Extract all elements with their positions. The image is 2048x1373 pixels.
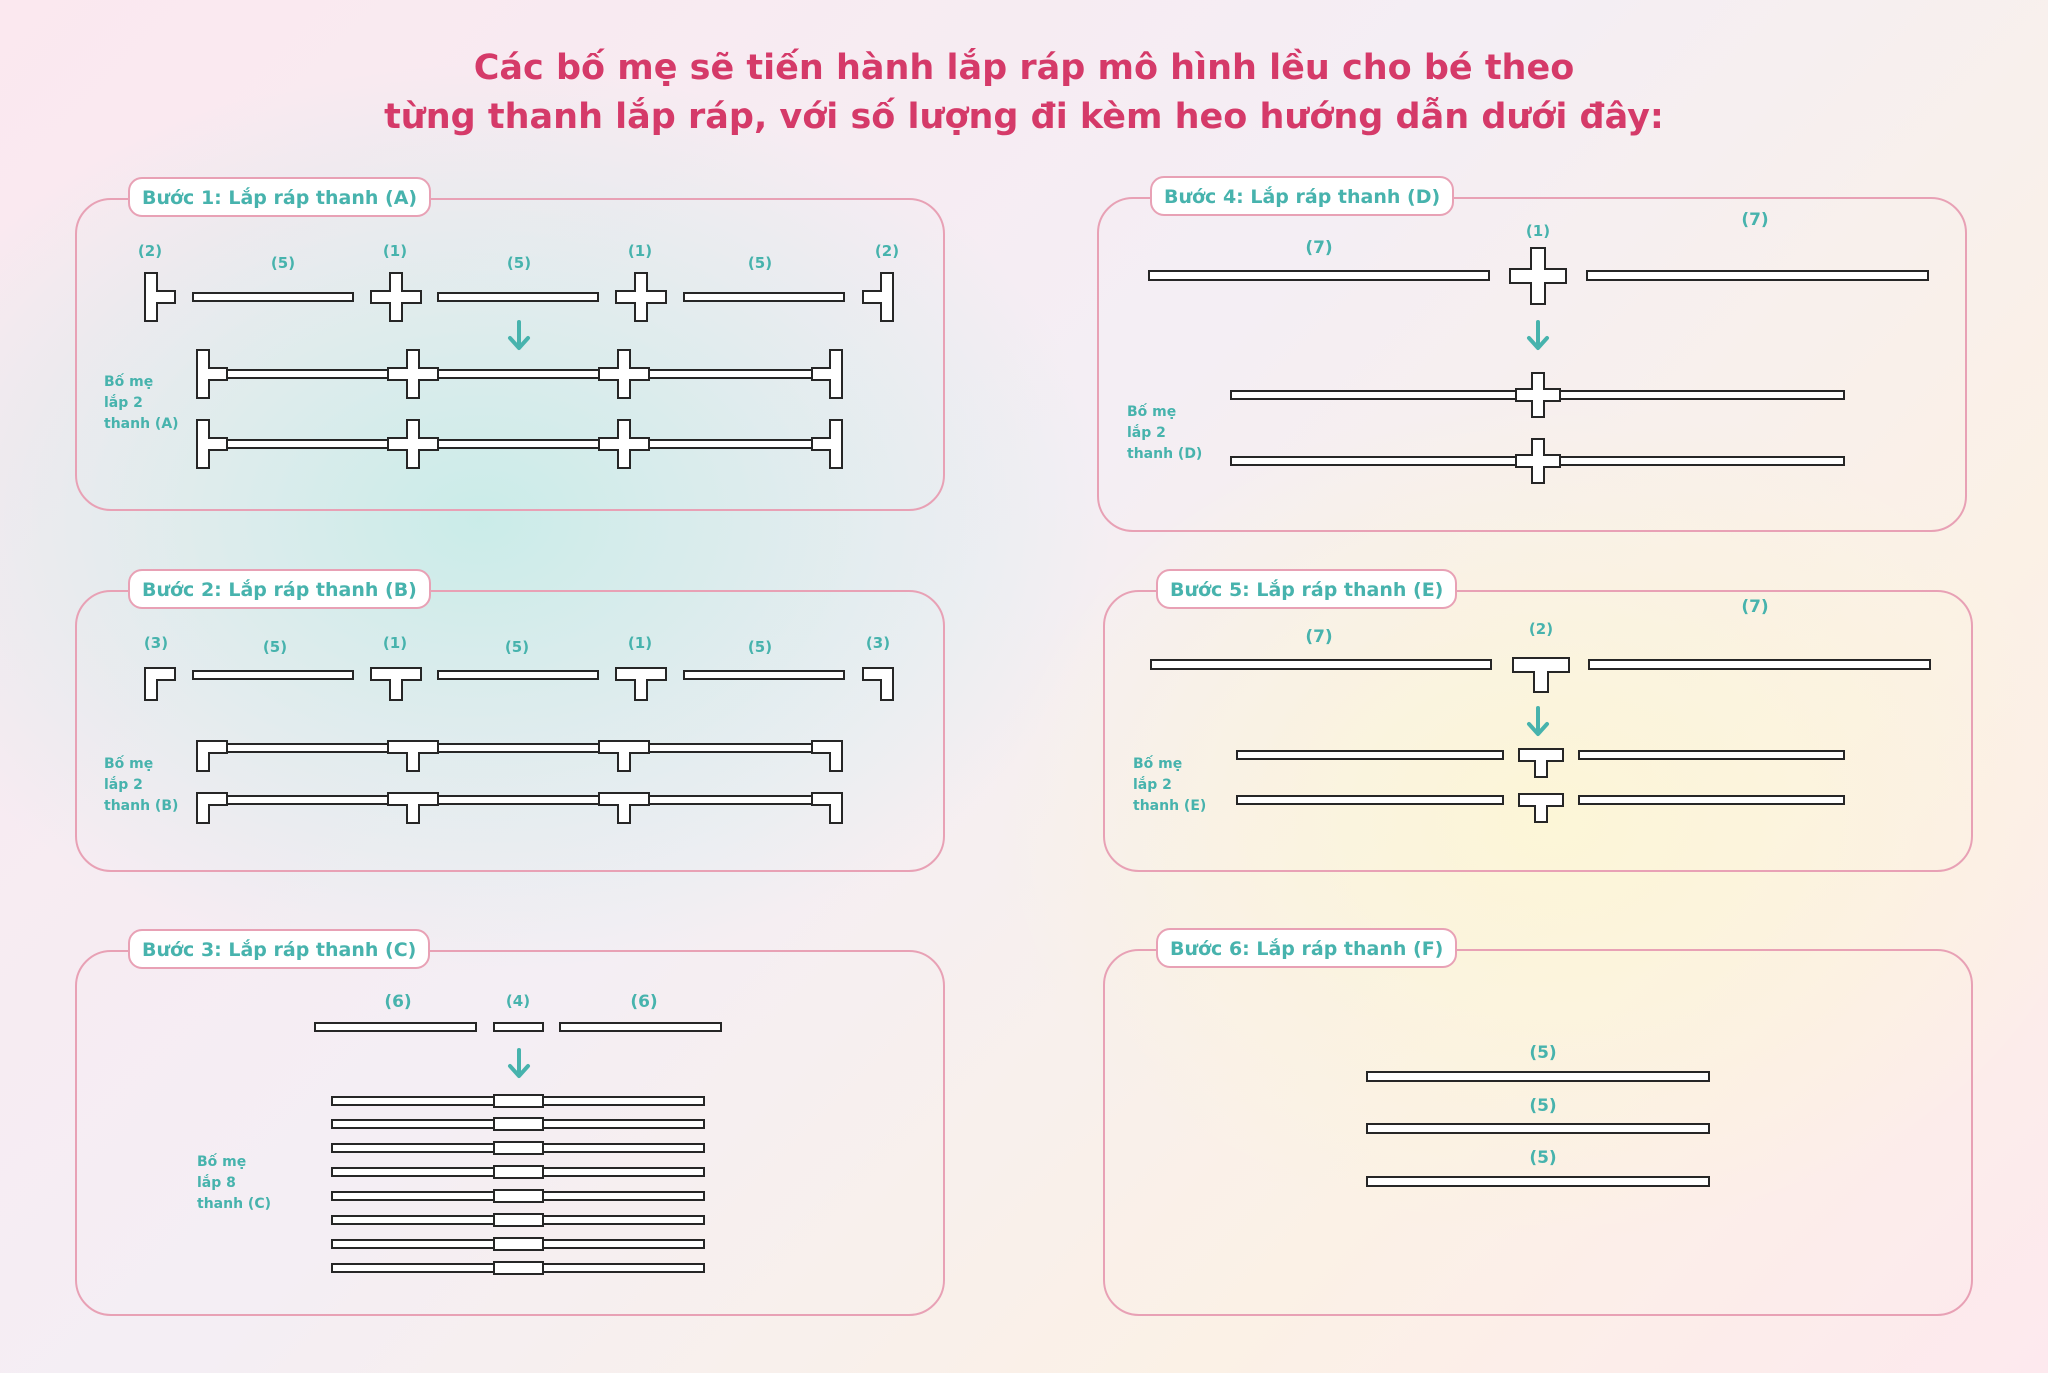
cross-connector-piece [598,349,650,399]
short-rod-piece [493,1022,544,1032]
part-label: (1) [627,242,653,260]
rod-piece [559,1022,722,1032]
part-label: (1) [1525,222,1551,240]
sleeve-piece [493,1237,544,1251]
part-label: (5) [1529,1148,1557,1168]
arrow-down-icon [1524,320,1552,352]
sleeve-piece [493,1213,544,1227]
rod-piece [192,292,354,302]
rod-piece [683,292,845,302]
cross-connector-piece [1515,438,1561,484]
rod-piece [1578,750,1845,760]
part-label: (1) [382,634,408,652]
t-connector-piece [196,419,228,469]
tee-connector-piece [387,740,439,772]
note-line: Bố mẹ [104,756,154,772]
tee-connector-piece [1512,657,1570,693]
cross-connector-piece [387,349,439,399]
elbow-connector-piece [144,667,176,701]
cross-connector-piece [615,272,667,322]
long-rod-piece [1148,270,1490,281]
step-5-note [1133,754,1243,817]
elbow-connector-piece [811,792,843,824]
step-4-title: Bước 4: Lắp ráp thanh (D) [1150,176,1454,216]
arrow-down-icon [505,1048,533,1080]
part-label: (6) [630,992,658,1012]
assembled-rod-a [216,439,832,449]
part-label: (5) [747,254,773,272]
part-label: (5) [270,254,296,272]
assembled-rod-b [216,743,832,753]
sleeve-piece [493,1261,544,1275]
note-line: Bố mẹ [1127,404,1177,420]
note-line: thanh (D) [1127,446,1203,462]
rod-piece-f [1366,1071,1710,1082]
part-label: (5) [747,638,773,656]
part-label: (5) [504,638,530,656]
note-line: lắp 2 [1127,425,1166,441]
t-connector-piece [811,349,843,399]
elbow-connector-piece [862,667,894,701]
rod-piece [437,670,599,680]
rod-piece [1236,750,1504,760]
long-rod-piece [1588,659,1931,670]
tee-connector-piece [1518,748,1564,778]
t-connector-piece [144,272,176,322]
note-line: thanh (A) [104,416,179,432]
cross-connector-piece [387,419,439,469]
sleeve-piece [493,1165,544,1179]
tee-connector-piece [598,740,650,772]
note-line: Bố mẹ [197,1154,247,1170]
part-label: (3) [865,634,891,652]
note-line: thanh (C) [197,1196,271,1212]
part-label: (7) [1305,627,1333,647]
t-connector-piece [196,349,228,399]
arrow-down-icon [505,320,533,352]
tee-connector-piece [598,792,650,824]
note-line: Bố mẹ [1133,756,1183,772]
page-title-line-2: từng thanh lắp ráp, với số lượng đi kèm heo hướng dẫn dưới đây: [384,97,1664,137]
cross-connector-piece [598,419,650,469]
step-3-title: Bước 3: Lắp ráp thanh (C) [128,929,430,969]
note-line: lắp 2 [1133,777,1172,793]
part-label: (4) [505,992,531,1010]
note-line: Bố mẹ [104,374,154,390]
tee-connector-piece [615,667,667,701]
step-5-title: Bước 5: Lắp ráp thanh (E) [1156,569,1457,609]
part-label: (5) [1529,1096,1557,1116]
note-line: lắp 2 [104,777,143,793]
part-label: (7) [1305,238,1333,258]
tee-connector-piece [370,667,422,701]
part-label: (6) [384,992,412,1012]
part-label: (3) [143,634,169,652]
step-6-title: Bước 6: Lắp ráp thanh (F) [1156,928,1457,968]
part-label: (7) [1741,210,1769,230]
note-line: thanh (B) [104,798,179,814]
cross-connector-piece [1509,247,1567,305]
tee-connector-piece [387,792,439,824]
rod-piece [1578,795,1845,805]
assembled-rod-b [216,795,832,805]
long-rod-piece [1586,270,1929,281]
sleeve-piece [493,1189,544,1203]
rod-piece [683,670,845,680]
elbow-connector-piece [811,740,843,772]
page-title-line-1: Các bố mẹ sẽ tiến hành lắp ráp mô hình lều cho bé theo [473,48,1575,88]
step-3-note [197,1152,307,1215]
part-label: (2) [874,242,900,260]
step-2-panel [75,590,945,872]
part-label: (7) [1741,597,1769,617]
sleeve-piece [493,1141,544,1155]
note-line: thanh (E) [1133,798,1207,814]
sleeve-piece [493,1094,544,1108]
sleeve-piece [493,1117,544,1131]
part-label: (1) [382,242,408,260]
arrow-down-icon [1524,706,1552,738]
rod-piece [437,292,599,302]
step-1-title: Bước 1: Lắp ráp thanh (A) [128,177,431,217]
part-label: (1) [627,634,653,652]
note-line: lắp 2 [104,395,143,411]
tee-connector-piece [1518,793,1564,823]
part-label: (2) [137,242,163,260]
cross-connector-piece [370,272,422,322]
part-label: (2) [1528,620,1554,638]
cross-connector-piece [1515,372,1561,418]
elbow-connector-piece [196,792,228,824]
step-4-note [1127,402,1237,465]
rod-piece-f [1366,1176,1710,1187]
part-label: (5) [262,638,288,656]
t-connector-piece [862,272,894,322]
t-connector-piece [811,419,843,469]
assembled-rod-a [216,369,832,379]
note-line: lắp 8 [197,1175,236,1191]
rod-piece [1236,795,1504,805]
elbow-connector-piece [196,740,228,772]
long-rod-piece [1150,659,1492,670]
rod-piece-f [1366,1123,1710,1134]
part-label: (5) [1529,1043,1557,1063]
part-label: (5) [506,254,532,272]
rod-piece [314,1022,477,1032]
step-2-title: Bước 2: Lắp ráp thanh (B) [128,569,431,609]
rod-piece [192,670,354,680]
